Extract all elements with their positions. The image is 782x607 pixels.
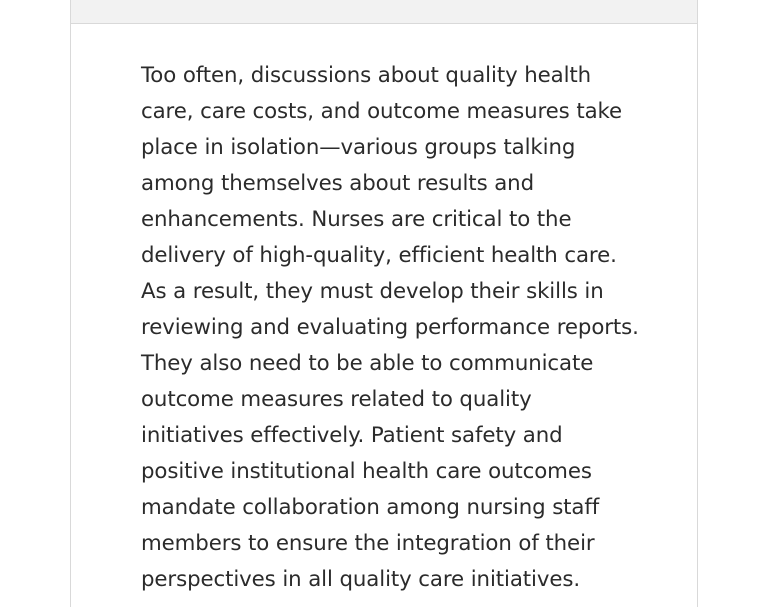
content-card [70, 0, 698, 607]
paragraph-line: place in isolation—various groups talking [141, 135, 576, 160]
paragraph-line: mandate collaboration among nursing staff [141, 495, 600, 520]
body-paragraph [141, 58, 641, 598]
paragraph-line: Too often, discussions about quality health [141, 63, 592, 88]
card-body [141, 58, 641, 598]
paragraph-line: positive institutional health care outcomes [141, 459, 592, 484]
paragraph-line: delivery of high-quality, efficient health care. [141, 243, 617, 268]
paragraph-line: initiatives effectively. Patient safety and [141, 423, 563, 448]
paragraph-line: among themselves about results and [141, 171, 534, 196]
paragraph-line: enhancements. Nurses are critical to the [141, 207, 572, 232]
paragraph-line: reviewing and evaluating performance reports. [141, 315, 639, 340]
paragraph-line: members to ensure the integration of their [141, 531, 595, 556]
card-header [71, 0, 697, 24]
paragraph-line: outcome measures related to quality [141, 387, 532, 412]
paragraph-line: They also need to be able to communicate [141, 351, 594, 376]
paragraph-line: care, care costs, and outcome measures take [141, 99, 623, 124]
paragraph-line: perspectives in all quality care initiatives. [141, 567, 581, 592]
paragraph-line: As a result, they must develop their skills in [141, 279, 604, 304]
